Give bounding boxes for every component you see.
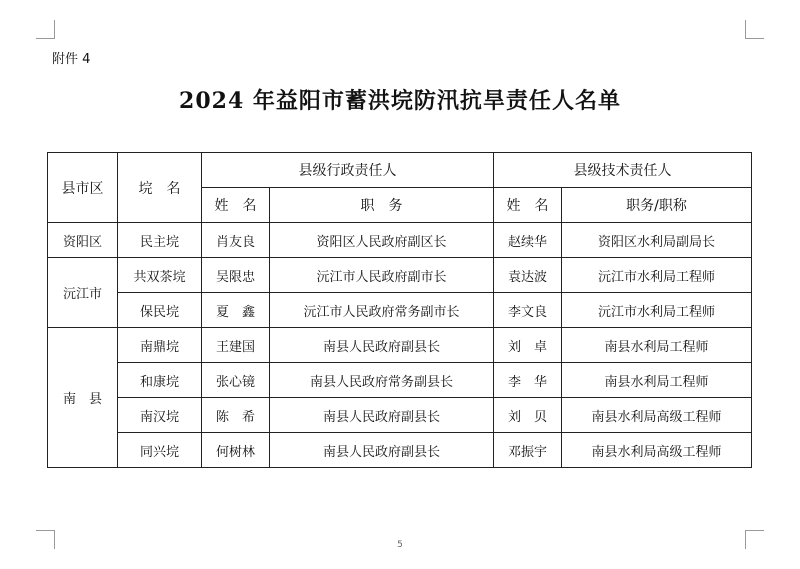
table-row: [48, 258, 752, 293]
admin-name-cell: 肖友良: [202, 223, 270, 258]
crop-mark-top-right: [745, 20, 764, 39]
tech-name-cell: 刘 卓: [494, 328, 562, 363]
admin-post-cell: 南县人民政府常务副县长: [270, 363, 494, 398]
page-number: 5: [397, 540, 403, 550]
tech-post-cell: 沅江市水利局工程师: [562, 293, 752, 328]
polder-cell: 和康垸: [118, 363, 202, 398]
admin-name-cell: 吴限忠: [202, 258, 270, 293]
page-title: 2024 年益阳市蓄洪垸防汛抗旱责任人名单: [179, 88, 621, 114]
tech-name-cell: 邓振宇: [494, 433, 562, 468]
tech-post-cell: 南县水利局工程师: [562, 363, 752, 398]
polder-cell: 民主垸: [118, 223, 202, 258]
tech-name-cell: 李 华: [494, 363, 562, 398]
header-admin-post: 职 务: [270, 188, 494, 223]
admin-post-cell: 南县人民政府副县长: [270, 433, 494, 468]
admin-name-cell: 张心镜: [202, 363, 270, 398]
county-cell: 资阳区: [48, 223, 118, 258]
table-row: [48, 363, 752, 398]
table-row: [48, 328, 752, 363]
header-tech-name: 姓 名: [494, 188, 562, 223]
header-tech-post: 职务/职称: [562, 188, 752, 223]
admin-post-cell: 沅江市人民政府常务副市长: [270, 293, 494, 328]
polder-cell: 同兴垸: [118, 433, 202, 468]
tech-name-cell: 李文良: [494, 293, 562, 328]
header-polder: 垸 名: [118, 153, 202, 223]
crop-mark-top-left: [36, 20, 55, 39]
polder-cell: 共双茶垸: [118, 258, 202, 293]
admin-name-cell: 陈 希: [202, 398, 270, 433]
admin-name-cell: 夏 鑫: [202, 293, 270, 328]
county-cell: 沅江市: [48, 258, 118, 328]
table-row: [48, 433, 752, 468]
county-cell: 南 县: [48, 328, 118, 468]
tech-post-cell: 南县水利局高级工程师: [562, 433, 752, 468]
header-county: 县市区: [48, 153, 118, 223]
header-tech-group: 县级技术责任人: [494, 153, 752, 188]
table-row: [48, 398, 752, 433]
tech-post-cell: 南县水利局工程师: [562, 328, 752, 363]
polder-cell: 保民垸: [118, 293, 202, 328]
polder-cell: 南汉垸: [118, 398, 202, 433]
table-row: [48, 223, 752, 258]
table-row: [48, 293, 752, 328]
header-admin-group: 县级行政责任人: [202, 153, 494, 188]
tech-post-cell: 沅江市水利局工程师: [562, 258, 752, 293]
polder-cell: 南鼎垸: [118, 328, 202, 363]
admin-post-cell: 南县人民政府副县长: [270, 328, 494, 363]
attachment-label: 附件 4: [52, 52, 91, 67]
admin-post-cell: 南县人民政府副县长: [270, 398, 494, 433]
admin-post-cell: 资阳区人民政府副区长: [270, 223, 494, 258]
tech-post-cell: 资阳区水利局副局长: [562, 223, 752, 258]
header-admin-name: 姓 名: [202, 188, 270, 223]
tech-post-cell: 南县水利局高级工程师: [562, 398, 752, 433]
tech-name-cell: 刘 贝: [494, 398, 562, 433]
admin-name-cell: 王建国: [202, 328, 270, 363]
responsibility-table: [47, 152, 752, 468]
tech-name-cell: 袁达波: [494, 258, 562, 293]
tech-name-cell: 赵续华: [494, 223, 562, 258]
admin-name-cell: 何树林: [202, 433, 270, 468]
admin-post-cell: 沅江市人民政府副市长: [270, 258, 494, 293]
